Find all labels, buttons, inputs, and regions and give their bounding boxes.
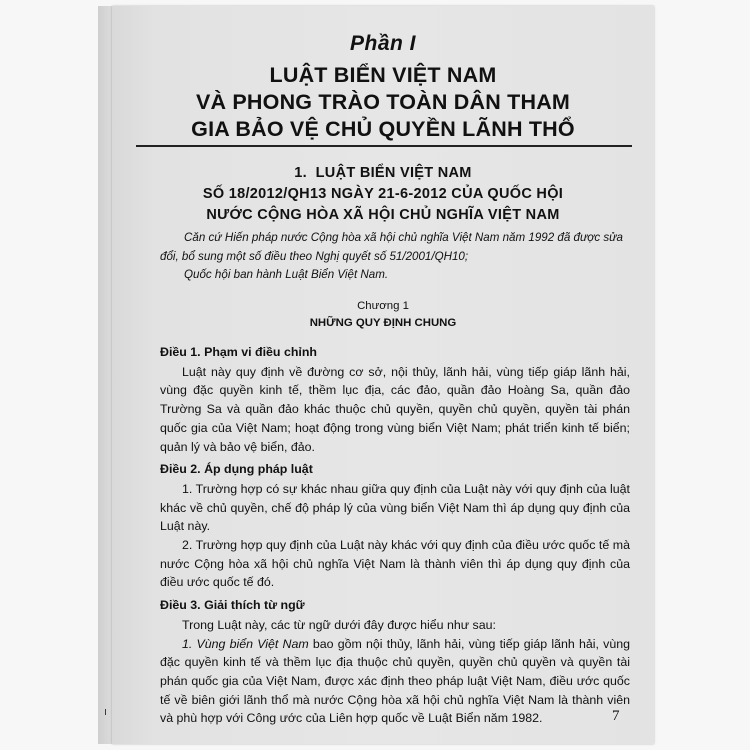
- chapter-title: NHỮNG QUY ĐỊNH CHUNG: [309, 317, 457, 329]
- article-paragraph: [160, 635, 630, 729]
- article-title: Điều 2. Áp dụng pháp luật: [160, 462, 313, 477]
- article-paragraph: Trong Luật này, các từ ngữ dưới đây được hiểu như sau:: [182, 617, 496, 632]
- part-title-line: VÀ PHONG TRÀO TOÀN DÂN THAM: [195, 90, 571, 114]
- part-title-line: LUẬT BIỂN VIỆT NAM: [269, 63, 497, 87]
- preamble-paragraph: Quốc hội ban hành Luật Biển Việt Nam.: [184, 268, 389, 281]
- part-title: [112, 62, 654, 143]
- book-page: [112, 6, 654, 744]
- article-title: Điều 1. Phạm vi điều chỉnh: [160, 345, 317, 359]
- preamble-paragraph: Căn cứ Hiến pháp nước Cộng hòa xã hội chủ nghĩa Việt Nam năm 1992 đã được sửa đổi, bổ sung một số điều theo Nghị quyết số 51/2001/QH10;: [160, 231, 623, 263]
- law-heading: [112, 163, 654, 226]
- law-heading-line: NƯỚC CỘNG HÒA XÃ HỘI CHỦ NGHĨA VIỆT NAM: [206, 207, 560, 223]
- law-heading-line: 1. LUẬT BIỂN VIỆT NAM: [294, 165, 472, 181]
- article-paragraph: 2. Trường hợp quy định của Luật này khác với quy định của điều ước quốc tế mà nước Cộng hòa xã hội chủ nghĩa Việt Nam là thành viên thì áp dụng quy định của điều ước quốc tế đó.: [160, 538, 630, 590]
- defined-term: 1. Vùng biển Việt Nam: [182, 636, 309, 651]
- article-paragraph: Luật này quy định về đường cơ sở, nội thủy, lãnh hải, vùng tiếp giáp lãnh hải, vùng đặc quyền kinh tế, thềm lục địa, các đảo, quần đảo Hoàng Sa, quần đảo Trường Sa và quần đảo khác thuộc chủ quyền, quyền chủ quyền, quyền tài phán quốc gia của Việt Nam; hoạt động trong vùng biển Việt Nam; phát triển kinh tế biển; quản lý và bảo vệ biển, đảo.: [160, 364, 630, 454]
- title-underline: [136, 145, 632, 147]
- part-label: Phần I: [349, 32, 416, 55]
- part-title-line: GIA BẢO VỆ CHỦ QUYỀN LÃNH THỔ: [191, 117, 575, 141]
- body-text: [160, 339, 630, 728]
- law-heading-line: SỐ 18/2012/QH13 NGÀY 21-6-2012 CỦA QUỐC HỘI: [202, 186, 564, 202]
- article-paragraph: 1. Trường hợp có sự khác nhau giữa quy định của Luật này với quy định của luật khác về chủ quyền, chế độ pháp lý của vùng biển Việt Nam thì áp dụng quy định của Luật này.: [160, 481, 630, 534]
- margin-mark: ı: [104, 706, 108, 718]
- chapter-number: Chương 1: [357, 300, 409, 312]
- preamble: [160, 229, 630, 285]
- definition-text: bao gồm nội thủy, lãnh hải, vùng tiếp giáp lãnh hải, vùng đặc quyền kinh tế và thềm lục địa thuộc chủ quyền, quyền chủ quyền và quyền tài phán quốc gia của Việt Nam, được xác định theo pháp luật Việt Nam, điều ước quốc tế về biên giới lãnh thổ mà nước Cộng hòa xã hội chủ nghĩa Việt Nam là thành viên và phù hợp với Công ước của Liên hợp quốc về Luật Biển năm 1982.: [160, 636, 630, 726]
- chapter-heading: [112, 298, 654, 332]
- article-title: Điều 3. Giải thích từ ngữ: [160, 598, 305, 613]
- page-number: 7: [612, 708, 620, 724]
